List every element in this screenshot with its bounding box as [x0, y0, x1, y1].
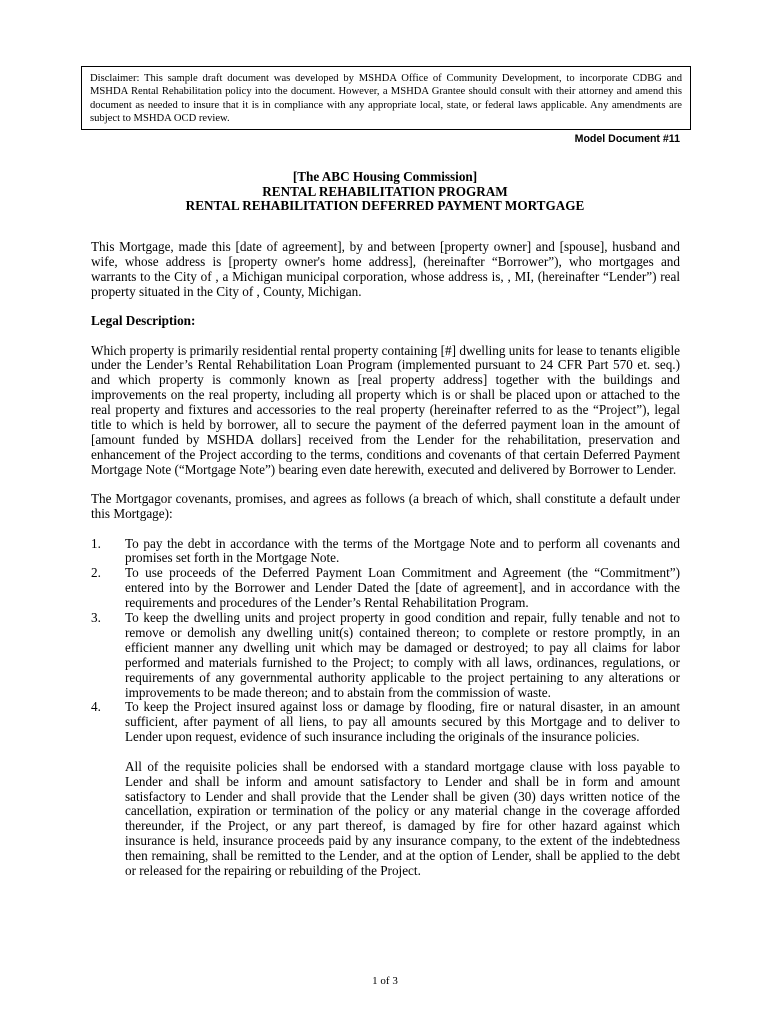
list-item-number: 2.: [91, 565, 101, 581]
legal-description-paragraph: Which property is primarily residential rental property containing [#] dwelling units for lease to tenants eligible under the Lender’s Rental Rehabilitation Loan Program (implemented pursuant to 24 CFR Part 570 et. seq.) and which property is commonly known as [real property address] together with the buildings and improvements on the real property, including all property which is or shall be placed upon or attached to the real property and fixtures and accessories to the real property (hereinafter referred to as the “Project”), legal title to which is held by borrower, all to secure the payment of the deferred payment loan in the amount of [amount funded by MSHDA dollars] received from the Lender for the rehabilitation, preservation and enhancement of the Project according to the terms, conditions and covenants of that certain Deferred Payment Mortgage Note (“Mortgage Note”) bearing even date herewith, executed and delivered by Borrower to Lender.: [91, 342, 680, 477]
intro-paragraph: This Mortgage, made this [date of agreement], by and between [property owner] and [spouse], husband and wife, whose address is [property owner's home address], (hereinafter “Borrower”), who mortgages and warrants to the City of , a Michigan municipal corporation, whose address is, , MI, (hereinafter “Lender”) real property situated in the City of , County, Michigan.: [91, 239, 680, 299]
list-item: [91, 611, 680, 700]
covenants-list: [91, 537, 680, 746]
list-item-number: 1.: [91, 535, 101, 551]
list-item-number: 4.: [91, 699, 101, 715]
model-document-label: Model Document #11: [574, 133, 680, 145]
list-item: [91, 537, 680, 567]
commission-title: [The ABC Housing Commission]: [292, 169, 478, 184]
mortgage-title: RENTAL REHABILITATION DEFERRED PAYMENT MORTGAGE: [185, 198, 585, 214]
document-titles: [80, 170, 690, 214]
page-number: 1 of 3: [372, 975, 398, 987]
list-item: [91, 700, 680, 745]
list-item-text: To keep the Project insured against loss or damage by flooding, fire or natural disaster, in an amount sufficient, after payment of all liens, to pay all amounts secured by this Mortgage and to deliver to Lender upon request, evidence of such insurance including the originals of the insurance policies.: [125, 699, 680, 745]
list-item-number: 3.: [91, 610, 101, 626]
list-item-text: To keep the dwelling units and project property in good condition and repair, fully tenable and not to remove or demolish any dwelling unit(s) contained thereon; to complete or restore promptly, in an efficient manner any dwelling unit which may be damaged or destroyed; to pay all claims for labor performed and materials furnished to the Project; to comply with all laws, ordinances, regulations, or requirements of any governmental authority applicable to the project pertaining to any alterations or improvements to be made thereon; and to abstain from the commission of waste.: [125, 610, 680, 700]
list-item: [91, 566, 680, 611]
list-item-text: To use proceeds of the Deferred Payment Loan Commitment and Agreement (the “Commitment”) entered into by the Borrower and Lender Dated the [date of agreement], and in accordance with the requirements and procedures of the Lender’s Rental Rehabilitation Program.: [125, 565, 680, 611]
disclaimer-box: Disclaimer: This sample draft document was developed by MSHDA Office of Community Development, to incorporate CDBG and MSHDA Rental Rehabilitation policy into the document. However, a MSHDA Grantee should consult with their attorney and amend this document as needed to insure that it is in compliance with any appropriate local, state, or federal laws applicable. Any amendments are subject to MSHDA OCD review.: [81, 66, 691, 130]
list-item-text: To pay the debt in accordance with the terms of the Mortgage Note and to perform all covenants and promises set forth in the Mortgage Note.: [125, 535, 680, 566]
program-title: RENTAL REHABILITATION PROGRAM: [262, 183, 508, 199]
legal-description-heading: Legal Description:: [91, 313, 196, 329]
insurance-paragraph: All of the requisite policies shall be endorsed with a standard mortgage clause with loss payable to Lender and shall be inform and amount satisfactory to Lender and shall be in form and amount satisfactory to Lender and shall provide that the Lender shall be given (30) days written notice of the cancellation, expiration or termination of the policy or any material change in the coverage afforded thereunder, if the Project, or any part thereof, is damaged by fire for other hazard against which insurance is held, insurance proceeds paid by any insurance company, to the extent of the indebtedness then remaining, shall be remitted to the Lender, and at the option of Lender, shall be applied to the debt or released for the repairing or rebuilding of the Project.: [125, 758, 680, 879]
document-body: [91, 240, 680, 879]
covenants-intro-paragraph: The Mortgagor covenants, promises, and agrees as follows (a breach of which, shall constitute a default under this Mortgage):: [91, 491, 680, 522]
